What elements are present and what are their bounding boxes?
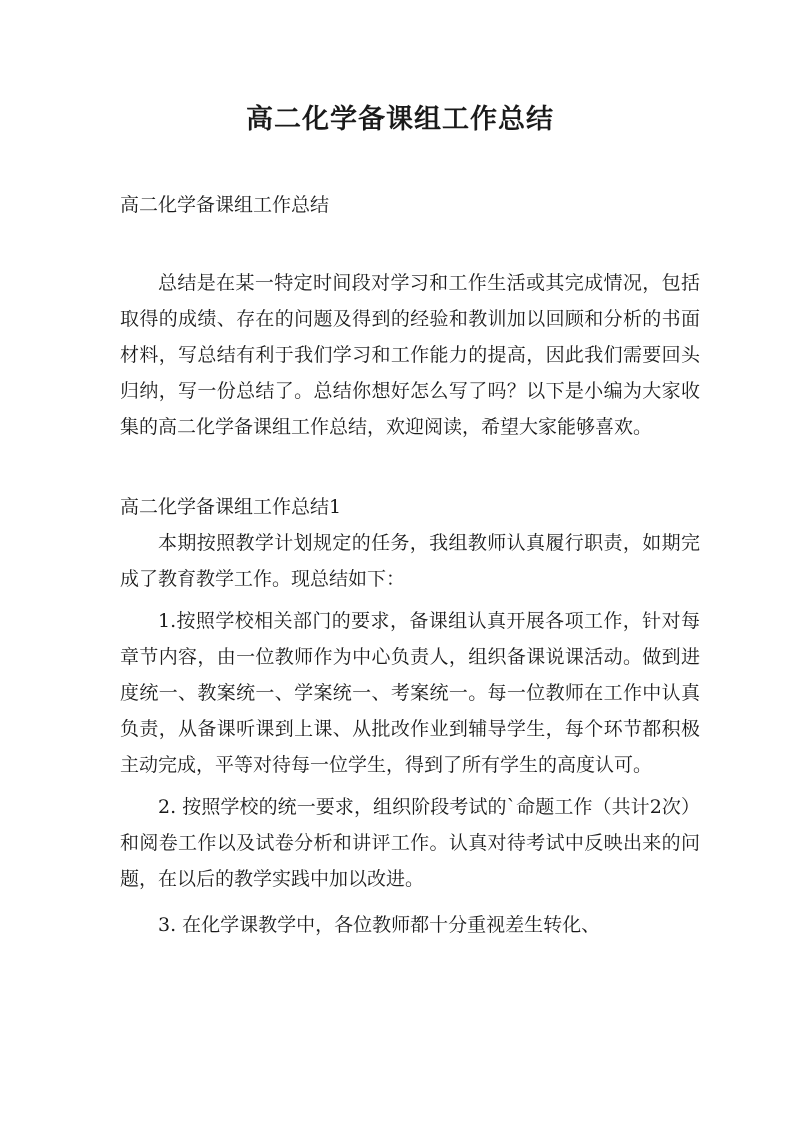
document-body (120, 187, 700, 943)
section-intro-paragraph: 本期按照教学计划规定的任务，我组教师认真履行职责，如期完成了教育教学工作。现总结如下： (120, 532, 700, 590)
list-item-2: 2. 按照学校的统一要求，组织阶段考试的`命题工作（共计2次）和阅卷工作以及试卷分析和讲评工作。认真对待考试中反映出来的问题，在以后的教学实践中加以改进。 (120, 796, 700, 890)
section-heading: 高二化学备课组工作总结1 (120, 496, 342, 518)
intro-paragraph: 总结是在某一特定时间段对学习和工作生活或其完成情况，包括取得的成绩、存在的问题及得到的经验和教训加以回顾和分析的书面材料，写总结有利于我们学习和工作能力的提高，因此我们需要回头归纳，写一份总结了。总结你想好怎么写了吗？以下是小编为大家收集的高二化学备课组工作总结，欢迎阅读，希望大家能够喜欢。 (120, 272, 700, 438)
document-subtitle: 高二化学备课组工作总结 (120, 194, 330, 216)
document-title: 高二化学备课组工作总结 (246, 104, 554, 135)
list-item-1: 1.按照学校相关部门的要求，备课组认真开展各项工作，针对每章节内容，由一位教师作为中心负责人，组织备课说课活动。做到进度统一、教案统一、学案统一、考案统一。每一位教师在工作中认真负责，从备课听课到上课、从批改作业到辅导学生，每个环节都积极主动完成，平等对待每一位学生，得到了所有学生的高度认可。 (120, 610, 700, 776)
list-item-3: 3. 在化学课教学中，各位教师都十分重视差生转化、 (158, 914, 601, 936)
